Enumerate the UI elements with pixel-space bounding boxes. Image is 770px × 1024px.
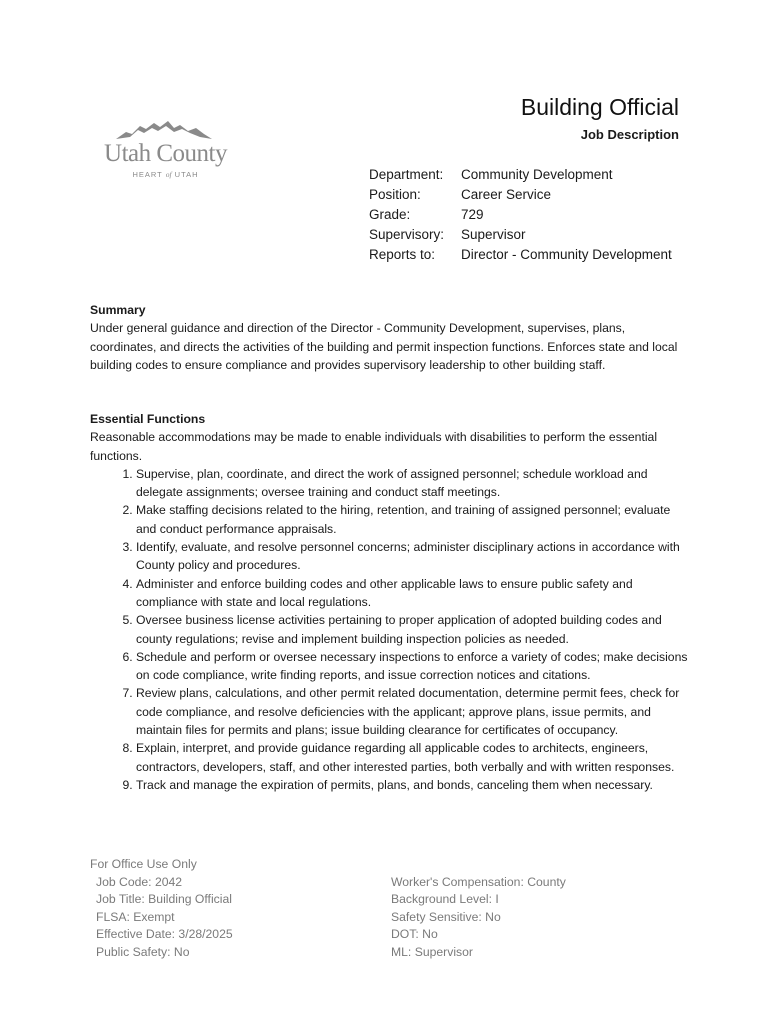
office-use-heading: For Office Use Only — [90, 857, 197, 871]
info-label: Position: — [369, 187, 421, 202]
job-info-table — [369, 165, 672, 265]
office-use-item: Background Level: I — [391, 892, 499, 906]
summary-heading: Summary — [90, 303, 146, 317]
logo-tagline: HEART of UTAH — [132, 170, 199, 179]
info-label: Reports to: — [369, 247, 436, 262]
list-item: 8. Explain, interpret, and provide guidance regarding all applicable codes to architects, engineers, contractors, developers, staff, and other interested parties, both verbally and with written responses. — [136, 739, 690, 776]
list-item: 2. Make staffing decisions related to the hiring, retention, and training of assigned personnel; evaluate and conduct performance appraisals. — [136, 501, 690, 538]
list-item: 5. Oversee business license activities pertaining to proper application of adopted building codes and county regulations; revise and implement building inspection policies as needed. — [136, 611, 690, 648]
office-use-item: FLSA: Exempt — [96, 909, 175, 924]
essential-functions-heading: Essential Functions — [90, 412, 206, 426]
essential-functions-section — [90, 410, 690, 794]
list-item: 4. Administer and enforce building codes and other applicable laws to ensure public safety and compliance with state and local regulations. — [136, 575, 690, 612]
office-use-item: Job Code: 2042 — [96, 874, 183, 889]
office-use-item: Safety Sensitive: No — [391, 909, 501, 924]
essential-functions-list — [90, 465, 690, 794]
info-value: Supervisor — [461, 227, 526, 242]
list-item: 9. Track and manage the expiration of permits, plans, and bonds, canceling them when necessary. — [136, 776, 690, 794]
info-row-supervisory — [369, 225, 672, 245]
office-use-item: Effective Date: 3/28/2025 — [96, 927, 233, 941]
utah-county-logo — [98, 120, 233, 182]
info-value: Director - Community Development — [461, 247, 672, 262]
office-use-right — [391, 874, 566, 962]
info-label: Supervisory: — [369, 227, 445, 242]
info-row-department — [369, 165, 672, 185]
office-use-item: Public Safety: No — [96, 944, 190, 959]
page-subtitle: Job Description — [580, 127, 679, 142]
list-item: 3. Identify, evaluate, and resolve personnel concerns; administer disciplinary actions in accordance with County policy and procedures. — [136, 538, 690, 575]
info-row-position — [369, 185, 672, 205]
info-row-reports-to — [369, 245, 672, 265]
essential-functions-intro: Reasonable accommodations may be made to enable individuals with disabilities to perform the essential functions. — [90, 430, 658, 463]
logo-name: Utah County — [104, 140, 227, 167]
list-item: 6. Schedule and perform or oversee necessary inspections to enforce a variety of codes; make decisions on code compliance, write finding reports, and issue correction notices and citations. — [136, 648, 690, 685]
summary-text: Under general guidance and direction of the Director - Community Development, supervises, plans, coordinates, and directs the activities of the building and permit inspection functions. Enforces state and local building codes to ensure compliance and provides supervisory leadership to other building staff. — [90, 321, 678, 372]
list-item: 7. Review plans, calculations, and other permit related documentation, determine permit fees, check for code compliance, and resolve deficiencies with the applicant; approve plans, issue permits, and maintain files for permits and plans; issue building clearance for certificates of occupancy. — [136, 684, 690, 739]
list-item: 1. Supervise, plan, coordinate, and direct the work of assigned personnel; schedule workload and delegate assignments; oversee training and conduct staff meetings. — [136, 465, 690, 502]
page-title: Building Official — [520, 94, 679, 120]
info-label: Department: — [369, 167, 444, 182]
office-use-item: DOT: No — [391, 927, 438, 941]
office-use-item: Job Title: Building Official — [96, 892, 232, 906]
mountains-icon — [116, 120, 212, 140]
office-use-item: Worker's Compensation: County — [391, 874, 566, 889]
office-use-left — [90, 856, 233, 961]
info-value: Community Development — [461, 167, 613, 182]
info-value: Career Service — [461, 187, 552, 202]
info-row-grade — [369, 205, 672, 225]
info-label: Grade: — [369, 207, 411, 222]
info-value: 729 — [461, 207, 484, 222]
summary-section — [90, 301, 690, 374]
office-use-item: ML: Supervisor — [391, 944, 473, 959]
